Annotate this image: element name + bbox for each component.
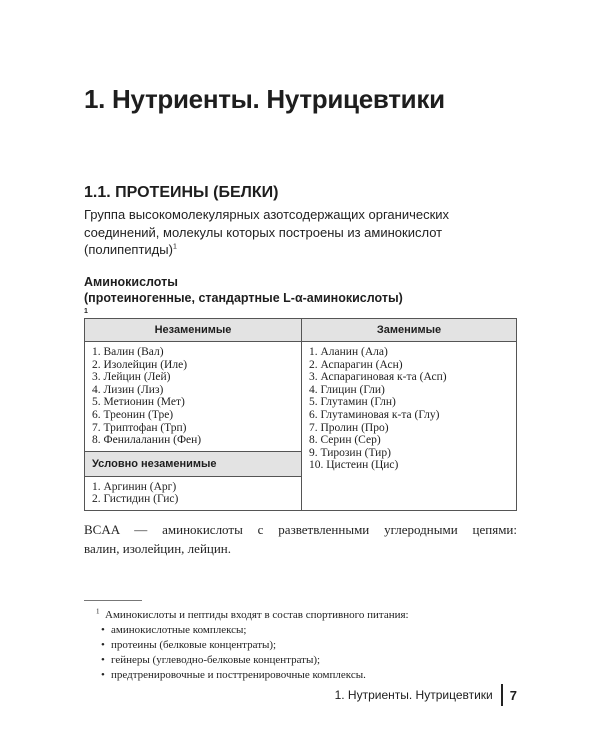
list-item <box>101 668 409 683</box>
page-number: 7 <box>509 687 517 703</box>
list-item: 2. Изолейцин (Иле) <box>92 358 188 371</box>
bullet-icon: • <box>101 669 105 681</box>
intro-line <box>84 241 494 259</box>
list-item: 4. Глицин (Гли) <box>309 383 385 396</box>
list-item: 10. Цистеин (Цис) <box>309 459 399 472</box>
bcaa-line: валин, изолейцин, лейцин. <box>84 541 232 556</box>
list-item <box>101 653 409 668</box>
list-item: 6. Треонин (Тре) <box>92 408 174 421</box>
footnote-divider <box>84 600 142 601</box>
list-item: 7. Триптофан (Трп) <box>92 421 187 434</box>
amino-acids-heading <box>84 274 403 322</box>
list-item-text: предтренировочные и посттренировочные комплексы. <box>111 669 366 681</box>
running-footer <box>335 684 517 706</box>
list-item: 1. Валин (Вал) <box>92 346 164 358</box>
list-item: 6. Глутаминовая к-та (Глу) <box>309 408 440 421</box>
conditional-heading: Условно незаменимые <box>85 451 302 476</box>
list-item: 8. Фенилаланин (Фен) <box>92 434 202 447</box>
list-item: 5. Метионин (Мет) <box>92 396 185 409</box>
footnote-body: Аминокислоты и пептиды входят в состав спортивного питания: <box>105 609 409 621</box>
essential-cell <box>85 342 302 452</box>
list-item <box>101 623 409 638</box>
footnote-ref: 1 <box>172 243 177 251</box>
bullet-icon: • <box>101 639 105 651</box>
conditional-list <box>85 477 301 510</box>
bcaa-paragraph <box>84 520 517 558</box>
list-item: 5. Глутамин (Глн) <box>309 396 396 409</box>
intro-line: Группа высокомолекулярных азотсодержащих органических <box>84 207 450 222</box>
list-item: 7. Пролин (Про) <box>309 421 389 434</box>
footnote-text <box>96 608 409 623</box>
footer-divider <box>501 684 503 706</box>
list-item: 9. Тирозин (Тир) <box>309 446 391 459</box>
bcaa-line: BCAA — аминокислоты с разветвленными углеродными цепями: <box>84 522 517 537</box>
footnote-list <box>96 623 409 683</box>
chapter-title: 1. Нутриенты. Нутрицевтики <box>84 84 445 114</box>
amino-acids-subtitle-text: (протеиногенные, стандартные L-α-аминокислоты) <box>84 291 403 305</box>
running-title: 1. Нутриенты. Нутрицевтики <box>334 688 493 702</box>
nonessential-list <box>302 342 516 476</box>
bullet-icon: • <box>101 654 105 666</box>
list-item: 4. Лизин (Лиз) <box>92 383 164 396</box>
conditional-cell <box>85 476 302 510</box>
footnote-ref: 1 <box>84 307 88 315</box>
list-item: 1. Аланин (Ала) <box>309 346 388 358</box>
list-item: 2. Аспарагин (Асн) <box>309 358 403 371</box>
list-item: 8. Серин (Сер) <box>309 434 381 447</box>
section-intro <box>84 206 494 259</box>
amino-acids-title: Аминокислоты <box>84 275 178 289</box>
list-item <box>101 638 409 653</box>
list-item-text: протеины (белковые концентраты); <box>111 639 277 651</box>
section-heading: 1.1. ПРОТЕИНЫ (БЕЛКИ) <box>84 184 279 201</box>
list-item: 3. Лейцин (Лей) <box>92 371 171 384</box>
list-item-text: аминокислотные комплексы; <box>111 624 247 636</box>
essential-list <box>85 342 301 451</box>
list-item: 1. Аргинин (Арг) <box>92 480 177 493</box>
list-item-text: гейнеры (углеводно-белковые концентраты); <box>111 654 321 666</box>
bullet-icon: • <box>101 624 105 636</box>
amino-acids-table <box>84 318 517 511</box>
nonessential-cell <box>302 342 517 511</box>
footnote <box>96 608 409 683</box>
list-item: 3. Аспарагиновая к-та (Асп) <box>309 371 447 384</box>
column-header-essential: Незаменимые <box>85 319 302 342</box>
footnote-number: 1 <box>96 607 100 616</box>
intro-text: (полипептиды) <box>84 242 173 257</box>
list-item: 2. Гистидин (Гис) <box>92 493 179 506</box>
intro-line: соединений, молекулы которых построены из аминокислот <box>84 224 443 240</box>
column-header-nonessential: Заменимые <box>302 319 517 342</box>
